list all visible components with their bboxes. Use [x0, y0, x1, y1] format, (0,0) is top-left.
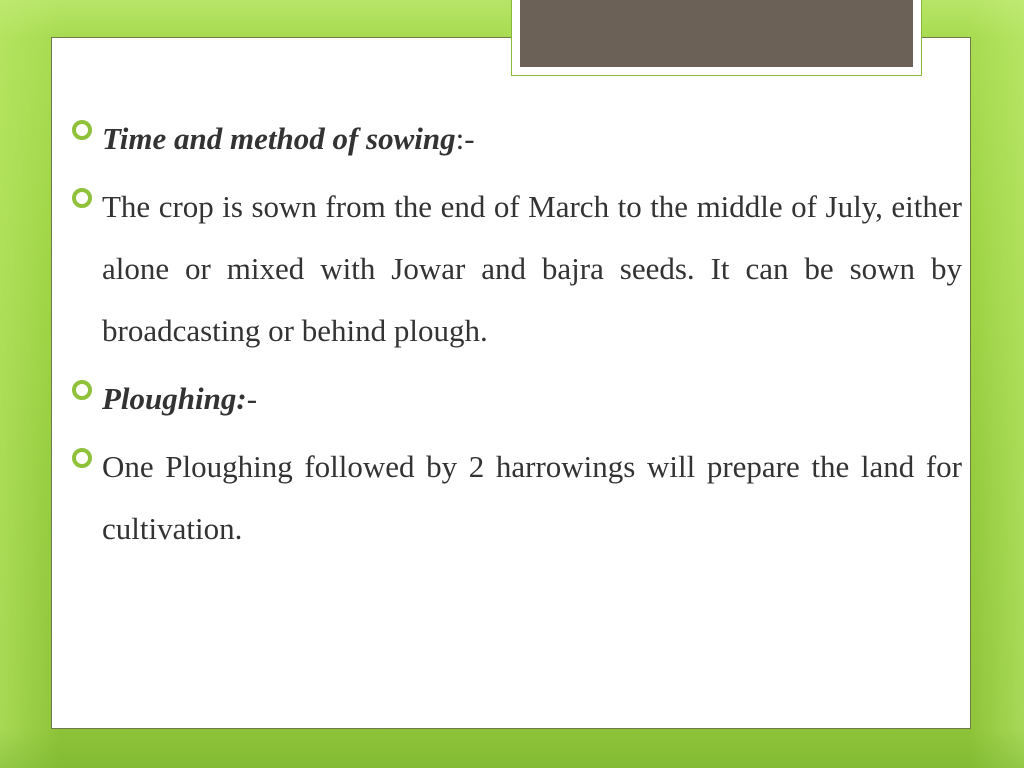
title-tab	[511, 0, 922, 76]
bullet-circle-icon	[72, 448, 92, 468]
bullet-circle-icon	[72, 188, 92, 208]
bullet-item-sowing-heading	[72, 108, 962, 170]
bullet-list	[72, 108, 962, 560]
bullet-item-ploughing-text	[72, 436, 962, 560]
bullet-heading-suffix: -	[246, 381, 258, 416]
bullet-item-ploughing-heading	[72, 368, 962, 430]
bullet-body-text: The crop is sown from the end of March to the middle of July, either alone or mixed with Jowar and bajra seeds. It can be sown by broadcasting or behind plough.	[102, 189, 962, 348]
title-placeholder-box	[520, 0, 913, 67]
bullet-circle-icon	[72, 120, 92, 140]
background-streak-bottom	[0, 728, 1024, 768]
bullet-heading-suffix: :-	[455, 121, 475, 156]
bullet-body-text: One Ploughing followed by 2 harrowings will prepare the land for cultivation.	[102, 449, 962, 546]
bullet-heading-text: Time and method of sowing	[102, 121, 456, 156]
bullet-heading-text: Ploughing:	[102, 381, 247, 416]
bullet-circle-icon	[72, 380, 92, 400]
background-streak-right	[969, 0, 1024, 768]
bullet-item-sowing-text	[72, 176, 962, 362]
